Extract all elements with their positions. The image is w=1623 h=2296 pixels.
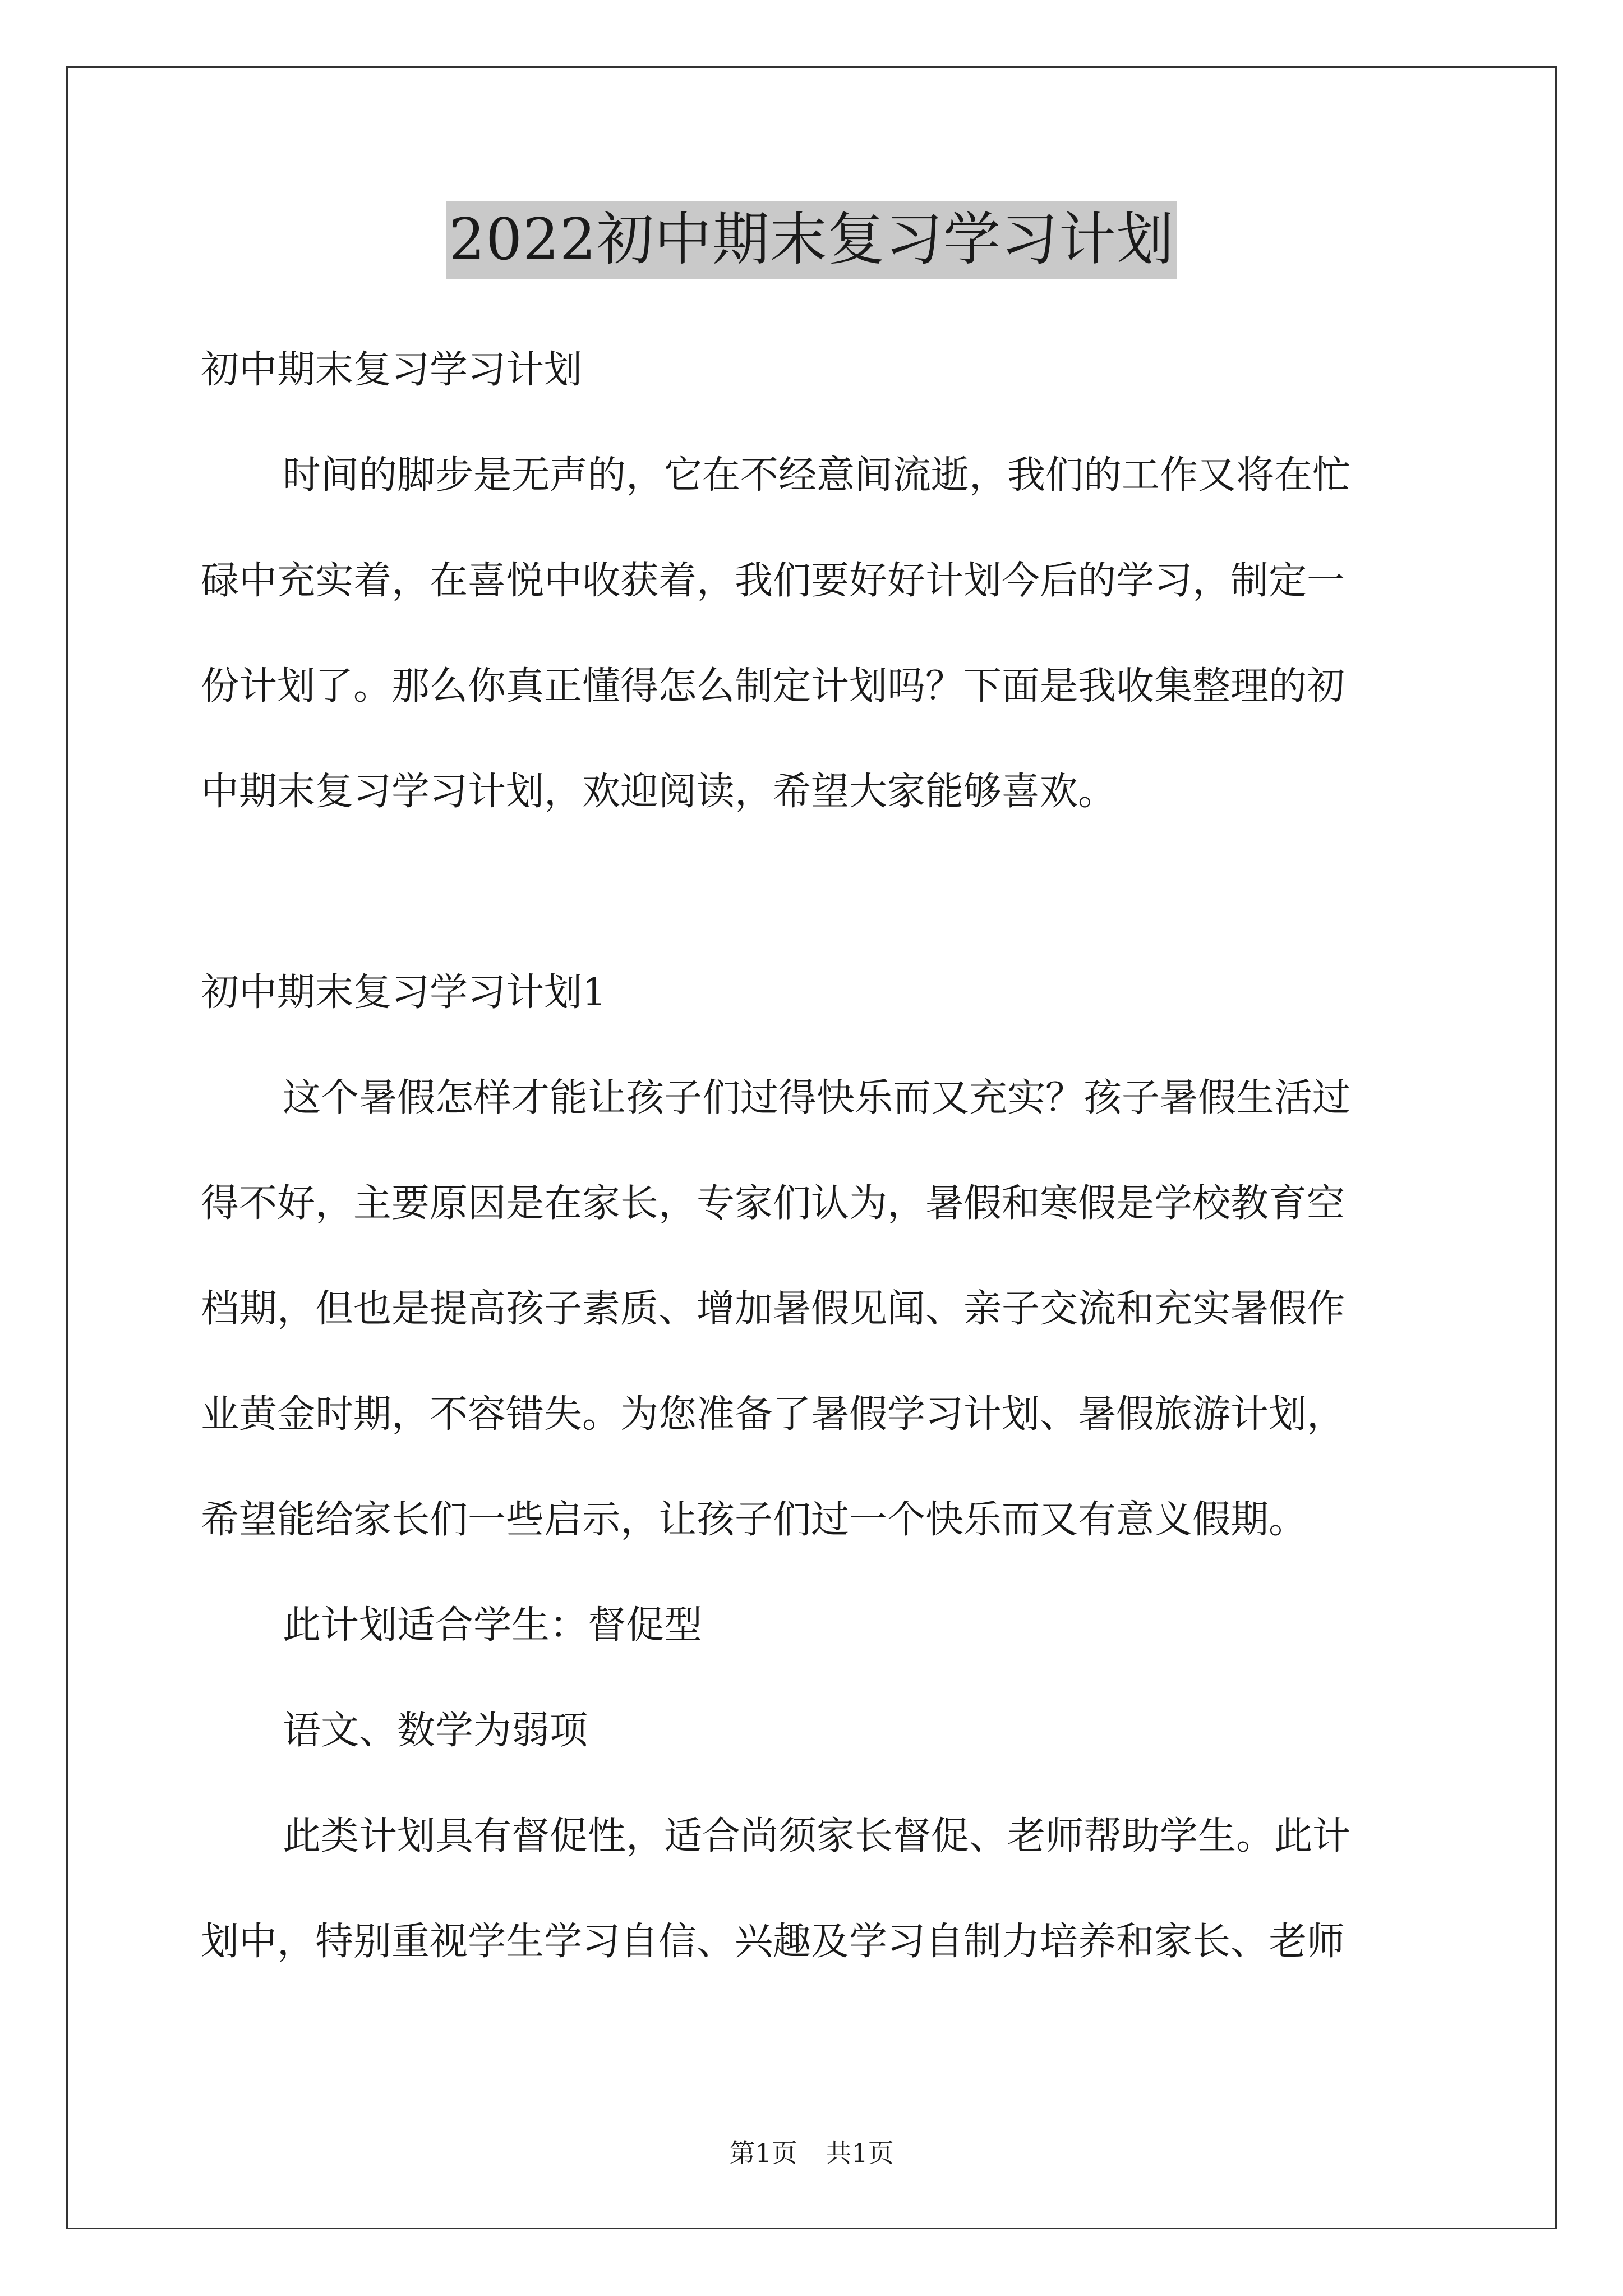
document-body xyxy=(201,337,1421,2014)
paragraph-gap xyxy=(201,864,1421,959)
intro-line: 中期末复习学习计划，欢迎阅读，希望大家能够喜欢。 xyxy=(201,770,1117,814)
page-number: 第1页 xyxy=(729,2138,797,2168)
page-total: 共1页 xyxy=(826,2138,894,2168)
intro-line: 碌中充实着，在喜悦中收获着，我们要好好计划今后的学习，制定一 xyxy=(201,559,1345,603)
suitable-line: 此计划适合学生：督促型 xyxy=(283,1603,703,1648)
section-line: 档期，但也是提高孩子素质、增加暑假见闻、亲子交流和充实暑假作 xyxy=(201,1287,1345,1331)
section-line: 业黄金时期，不容错失。为您准备了暑假学习计划、暑假旅游计划， xyxy=(201,1392,1345,1437)
subtitle: 初中期末复习学习计划 xyxy=(201,348,583,392)
section-line: 得不好，主要原因是在家长，专家们认为，暑假和寒假是学校教育空 xyxy=(201,1181,1345,1226)
page-footer xyxy=(0,2136,1623,2170)
closing-line: 此类计划具有督促性，适合尚须家长督促、老师帮助学生。此计 xyxy=(283,1814,1351,1858)
document-title: 2022初中期末复习学习计划 xyxy=(446,201,1177,279)
closing-line: 划中，特别重视学生学习自信、兴趣及学习自制力培养和家长、老师 xyxy=(201,1920,1345,1964)
section-line: 这个暑假怎样才能让孩子们过得快乐而又充实？孩子暑假生活过 xyxy=(283,1076,1351,1120)
intro-line: 时间的脚步是无声的，它在不经意间流逝，我们的工作又将在忙 xyxy=(283,453,1351,498)
section-heading: 初中期末复习学习计划1 xyxy=(201,970,607,1015)
title-container xyxy=(0,201,1623,279)
weak-subjects-line: 语文、数学为弱项 xyxy=(283,1709,588,1753)
section-line: 希望能给家长们一些启示，让孩子们过一个快乐而又有意义假期。 xyxy=(201,1498,1307,1542)
intro-line: 份计划了。那么你真正懂得怎么制定计划吗？下面是我收集整理的初 xyxy=(201,664,1345,708)
